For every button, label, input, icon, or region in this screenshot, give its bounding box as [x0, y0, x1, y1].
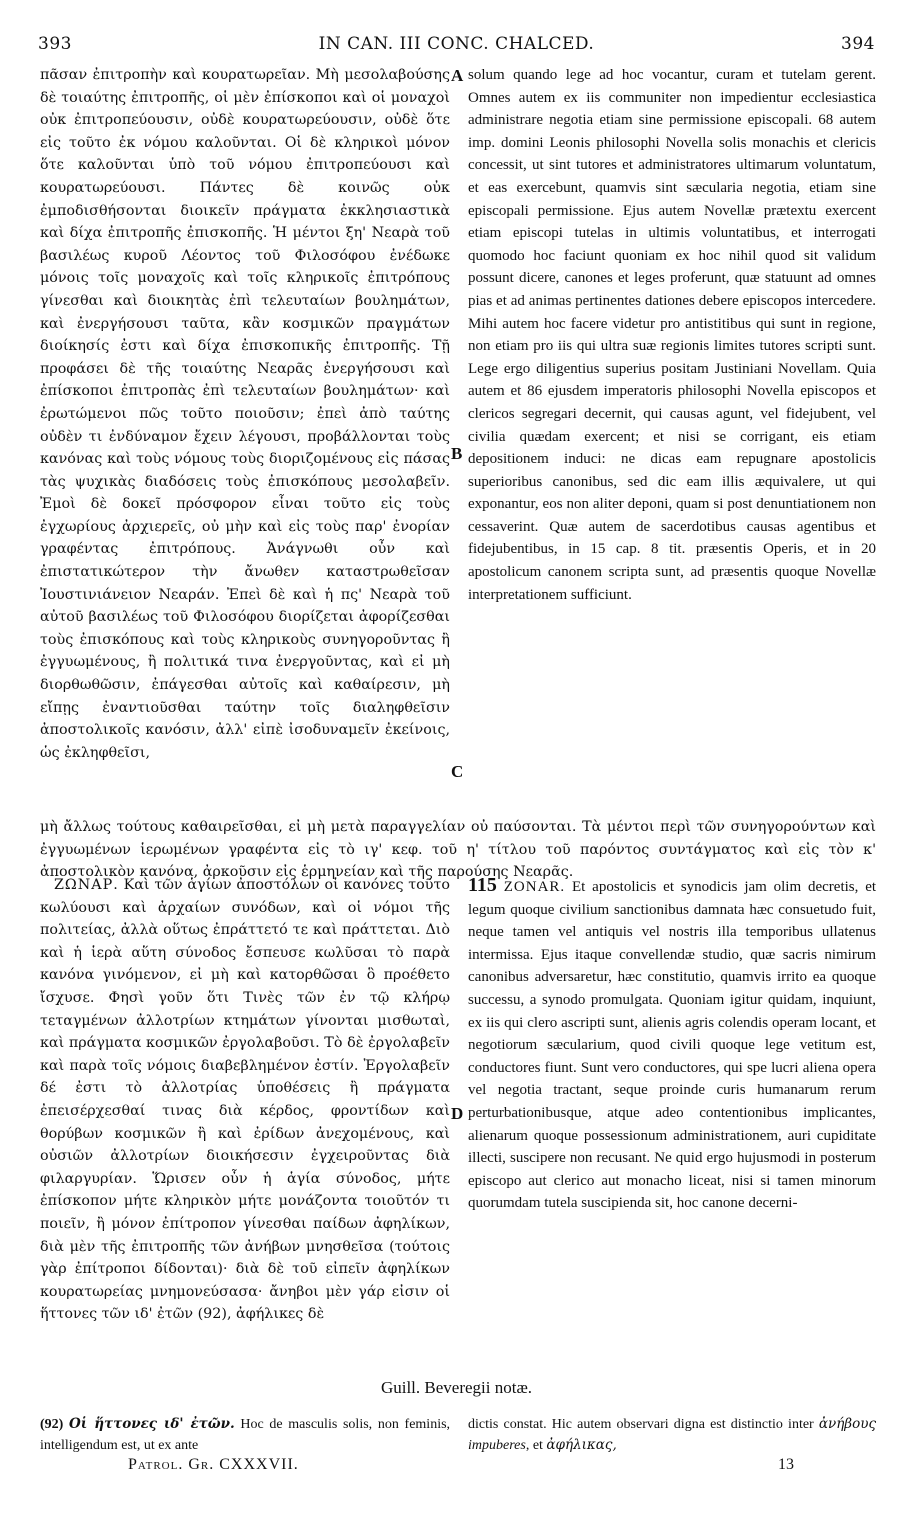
zonar-greek-label: ΖΩΝΑΡ.: [54, 877, 119, 893]
note-right-text-b: , et: [525, 1438, 543, 1453]
greek-text-top: πᾶσαν ἐπιτροπὴν καὶ κουρατωρεῖαν. Μὴ μεσολαβούσης δὲ τοιαύτης ἐπιτροπῆς, οἱ μὲν ἐπίσκοποι καὶ οἱ μοναχοὶ οὐκ ἐπιτροπεύουσιν, οὐδὲ κουρατωρεύουσιν, οὐδὲ ὅτε εἰς τοῦτο ἐκ νόμου καλοῦνται. Οἱ δὲ κληρικοὶ μόνον ὅτε καλοῦνται ὑπὸ τοῦ νόμου ἐπιτροπεύουσι καὶ κουρατωρεύουσι. Πάντες δὲ κοινῶς οὐκ ἐμποδισθήσονται διοικεῖν πράγματα ἐκκλησιαστικὰ καὶ δίχα ἐπιτροπῆς ἐπισκοπῆς. Ἡ μέντοι ξη' Νεαρὰ τοῦ βασιλέως κυροῦ Λέοντος τοῦ Φιλοσόφου ἐνέδωκε μόνοις τοῖς μοναχοῖς καὶ τοῖς κληρικοῖς ἐπιτρόπους γίνεσθαι καὶ διοικητὰς ἐπὶ τελευταίων βουλημάτων, καὶ ἐνεργήσουσι ταῦτα, κἂν κοσμικῶν πραγμάτων διοίκησίς ἐστι καὶ δίχα ἐπισκοπικῆς ἐπιτροπῆς. Τῇ προφάσει δὲ τῆς τοιαύτης Νεαρᾶς ἐνεργήσουσι καὶ ἐπίσκοποι ἐπιτροπὰς ἐπὶ τελευταίων βουλημάτων· καὶ ἐρωτώμενοι πῶς τοῦτο ποιοῦσιν; ἐπεὶ ἀπὸ ταύτης οὐδὲν τι ἐνδύναμον ἔχειν λέγουσι, προβάλλονται τοὺς κανόνας καὶ τοὺς νόμους τοὺς διοριζομένους εἰς πάσας τὰς ψυχικὰς διαδόσεις τοὺς ἐπισκόπους μεσολαβεῖν. Ἐμοὶ δὲ δοκεῖ πρόσφορον εἶναι τοῦτο εἰς τοὺς ἐγχωρίους ἀρχιερεῖς, οὐ μὴν καὶ εἰς τοὺς παρ' ἐνορίαν γραφέντας ἐπιτρόπους. Ἀνάγνωθι οὖν καὶ ἐπιστατικώτερον τὴν ἄνωθεν καταστρωθεῖσαν Ἰουστινιάνειον Νεαράν. Ἐπεὶ δὲ καὶ ἡ πς' Νεαρὰ τοῦ αὐτοῦ βασιλέως τοῦ Φιλοσόφου διορίζεται ἀφορίζεσθαι τοὺς ἐπισκόπους καὶ τοὺς κληρικοὺς συνηγοροῦντας ἢ ἐγγυωμένους, ἢ πολιτικά τινα ἐνεργοῦντας, καὶ εἰ μὴ διορθωθῶσιν, ἐπάγεσθαι αὐτοῖς καὶ καθαίρεσιν, μὴ εἴπῃς ἐναντιοῦσθαι ταύτην τοῖς διαληφθεῖσιν ἀποστολικοῖς κανόσιν, ἀλλ' εἰπὲ ἰσοδυναμεῖν ἐκείνοις, ὡς ἐκληφθεῖσι,: [40, 67, 450, 761]
zonar-latin-column: [468, 874, 876, 1215]
page-number-left: 393: [38, 34, 72, 54]
note-right-text-a: dictis constat. Hic autem observari digna est distinctio inter: [468, 1417, 814, 1432]
note-ref: (92): [40, 1417, 64, 1432]
zonar-greek-text: Καὶ τῶν ἁγίων ἀποστόλων οἱ κανόνες τοῦτο κωλύουσι καὶ ἀρχαίων συνόδων, καὶ οἱ νόμοι τῆς πολιτείας, ἀλλὰ οὕτως ἐπράττετό τε καὶ πράττεται. Διὸ καὶ ἡ ἱερὰ αὕτη σύνοδος ἔσπευσε κωλῦσαι τὸ παρὰ κανόνα γινόμενον, εἰ μὴ καὶ κατορθῶσαι ὃ προέθετο ἴσχυσε. Φησὶ γοῦν ὅτι Τινὲς τῶν ἐν τῷ κλήρῳ τεταγμένων ἀλλοτρίων κτημάτων γίνονται μισθωταὶ, καὶ πράγματα κοσμικῶν ἐργολαβοῦσι. Τὸ δὲ ἐργολαβεῖν καὶ παρὰ τοῖς νόμοις διαβεβλημένον ἐστίν. Ἐργολαβεῖν δέ ἐστι τὸ ἀλλοτρίας ὑποθέσεις ἢ πράγματα ἐπεισέρχεσθαί τινας διὰ κέρδος, φροντίδων καὶ θορύβων κοσμικῶν ἢ καὶ ἐρίδων ἀνεχομένους, καὶ οὐσιῶν ἀλλοτρίων διοικήσεσιν ἐγχειροῦντας διὰ φιλαργυρίαν. Ὥρισεν οὖν ἡ ἁγία σύνοδος, μήτε ἐπίσκοπον μήτε κληρικὸν μήτε μονάζοντα τοιοῦτόν τι ποιεῖν, ἢ μόνον ἐπίτροπον γίνεσθαι παίδων ἀφηλίκων, διὰ μὲν τῆς ἐπιτροπῆς τῶν ἀνήβων μνησθεῖσα (τούτοις γὰρ ἐπίτροποι δίδονται)· διὰ δὲ τοῦ εἰπεῖν ἀφηλίκων κουρατωρείας μνημονεύσασα· ἄνηβοι μὲν γάρ εἰσιν οἱ ἥττονες τῶν ιδ' ἐτῶν (92), ἀφήλικες δὲ: [40, 877, 450, 1323]
full-width-greek-text: μὴ ἄλλως τούτους καθαιρεῖσθαι, εἰ μὴ μετὰ παραγγελίαν οὐ παύσονται. Τὰ μέντοι περὶ τῶν συνηγορούντων καὶ ἐγγυωμένων ἱερωμένων γραφέντα εἰς τὸ ιγ' κεφ. τοῦ η' τίτλου τοῦ παρόντος συντάγματος καὶ εἰς τὸν κ' ἀποστολικὸν κανόνα, ἀρκοῦσιν εἰς ἑρμηνείαν καὶ τῆς παρούσης Νεαρᾶς.: [40, 819, 876, 881]
note-right-italic-a: impuberes: [468, 1438, 526, 1453]
margin-marker-a: A: [451, 66, 464, 85]
notes-title: Guill. Beveregii notæ.: [380, 1378, 533, 1397]
margin-marker-d: D: [451, 1104, 464, 1123]
note-lemma: Οἱ ἥττονες ιδ' ἐτῶν.: [69, 1416, 235, 1432]
zonar-greek-column: [40, 874, 450, 1326]
footer-series: Patrol. Gr. CXXXVII.: [128, 1456, 299, 1473]
zonar-greek-paragraph: [40, 874, 450, 1326]
page-number-right: 394: [841, 34, 875, 54]
zonar-latin-paragraph: [468, 874, 876, 1215]
note-left-text: Hoc de masculis solis, non feminis, intelligendum est, ut ex ante: [40, 1417, 451, 1453]
margin-marker-c: C: [451, 762, 464, 781]
margin-marker-b: B: [451, 444, 463, 463]
zonar-latin-text: Et apostolicis et synodicis jam olim decretis, et legum quoque civilium sanctionibus damnata hæc consuetudo fuit, neque tamen vel antiquis vel nostris illa temporibus ullatenus intermissa. Ejus itaque convellendæ studio, quæ sacris nimirum canonibus adversaretur, hæc constitutio, quamvis irrito ea quoque successu, a synodo promulgata. Quoniam igitur quidam, inquiunt, ex iis qui clero ascripti sunt, alienis agris colendis operam locant, et negotiorum sæcularium, quod civili quoque lege vetitum est, conductores fiunt. Sunt vero conductores, qui spe lucri aliena opera vel negotia tractant, seque proinde curis humanarum rerum perturbationibusque, atque adeo contentionibus implicantes, alienarum quoque possessionum administrationem, auri cupiditate illecti, suscipere non recusant. Ne quid ergo hujusmodi in posterum episcopo aut clerico aut monacho liceat, nisi si tamen minorum quorumdam tutela suscipienda sit, hoc canone decerni-: [468, 879, 877, 1212]
greek-column-top: [40, 64, 450, 764]
section-number: 115: [468, 874, 497, 896]
note-right-greek-a: ἀνήβους: [818, 1416, 877, 1432]
zonar-latin-label: ZONAR.: [503, 879, 566, 895]
note-left: [40, 1414, 450, 1456]
latin-column-top: [468, 64, 876, 606]
footer-signature: 13: [778, 1456, 794, 1473]
note-right-greek-b: ἀφήλικας,: [546, 1437, 617, 1453]
note-right: [468, 1414, 876, 1456]
running-title: IN CAN. III CONC. CHALCED.: [318, 34, 595, 54]
latin-text-top: solum quando lege ad hoc vocantur, curam et tutelam gerent. Omnes autem ex iis communiter non impedientur ecclesiastica administrare negotia etiam sine permissione episcopali. 68 autem imp. domini Leonis philosophi Novella solis monachis et clericis concessit, ut sint tutores et administratores ultimarum voluntatum, et eas exercebunt, quamvis sint sæcularia negotia, etiam sine episcopali permissione. Ejus autem Novellæ prætextu exercent etiam episcopi tutelas in ultimis voluntatibus, et interrogati quomodo hoc faciunt quoniam ex hoc nihil quod sit validum possunt dicere, canones et leges proferunt, quæ statuunt ad omnes pias et ad animas pertinentes dationes debere episcopos intercedere. Mihi autem hoc facere videtur pro antistitibus qui sunt in regione, non etiam pro iis qui ultra suæ regionis limites tutores scripti sunt. Lege ergo diligentius superius positam Justiniani Novellam. Quia autem et 86 ejusdem imperatoris philosophi Novella episcopos et clericos segregari decernit, qui causas agunt, vel fidejubent, vel civilia quædam exercent; et nisi se corrigant, eis etiam depositionem induci: ne dicas eam repugnare apostolicis superioribus canonibus, sed dic eam illis æquivalere, ut qui exponantur, eos non aliter deponi, quam si post denuntiationem non cessaverint. Quæ autem de sacerdotibus causas agentibus et fidejubentibus, in 15 cap. 8 tit. præsentis Operis, et in 20 apostolicum canonem scripta sunt, ad præsentis quoque Novellæ interpretationem sufficiunt.: [468, 67, 876, 603]
